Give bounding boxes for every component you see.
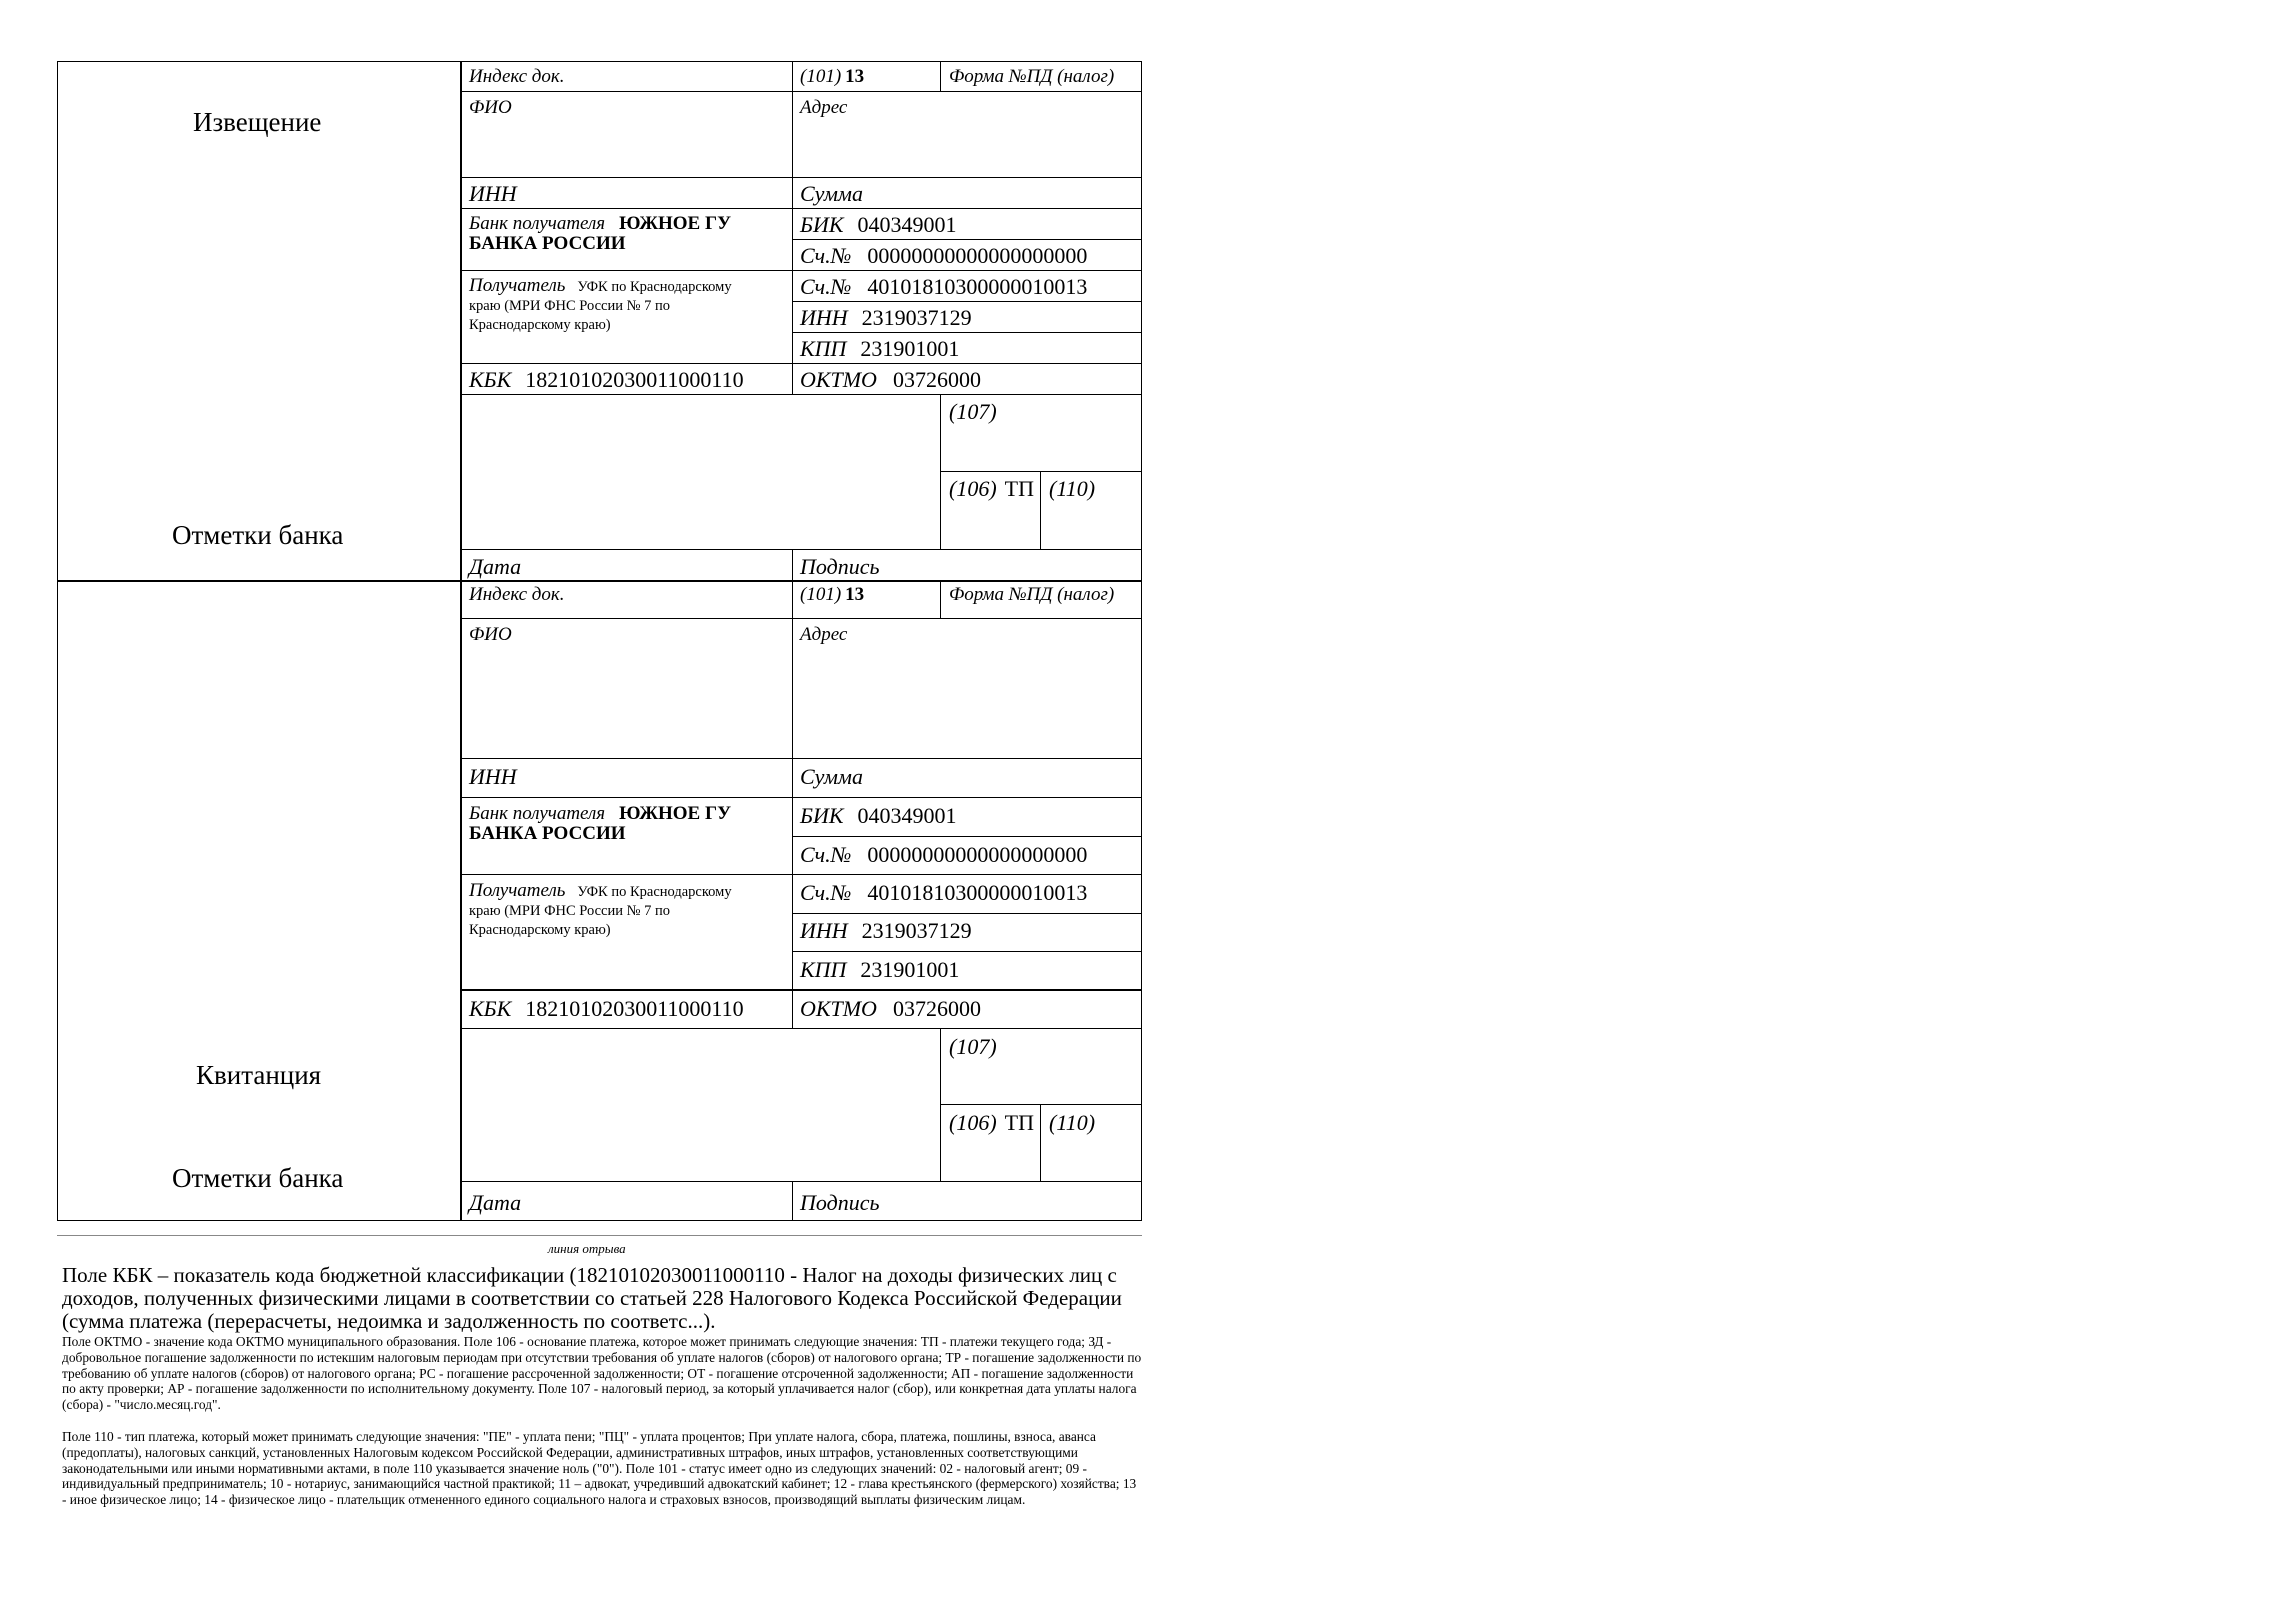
- notice-date-label: Дата: [469, 554, 522, 579]
- notice-title: Извещение: [193, 107, 322, 137]
- notice-account2: Сч.№ 40101810300000010013: [800, 274, 1088, 299]
- notice-kpp: КПП 231901001: [800, 336, 960, 361]
- notice-field107: (107): [949, 399, 997, 424]
- notice-form-label: Форма №ПД (налог): [949, 66, 1115, 87]
- receipt-sign-label: Подпись: [800, 1190, 880, 1215]
- notice-field110: (110): [1049, 476, 1096, 501]
- footnote-field110: Поле 110 - тип платежа, который может принимать следующие значения: "ПЕ" - уплата пени; "ПЦ" - уплата процентов; При уплате налога, сбора, платежа, пошлины, взноса, аванса (предоплаты), налоговых санкций, установленных Налоговым кодексом Российской Федерации, административных штрафов, иных штрафов, установленных соответствующими законодательными или иными нормативными актами, в поле 110 указывается значение ноль ("0"). Поле 101 - статус имеет одно из следующих значений: 02 - налоговый агент; 09 - индивидуальный предприниматель; 10 - нотариус, занимающийся частной практикой; 11 – адвокат, учредивший адвокатский кабинет; 12 - глава крестьянского (фермерского) хозяйства; 13 - иное физическое лицо; 14 - физическое лицо - плательщик отмененного единого социального налога и страховых взносов, производящий выплаты физическим лицам.: [62, 1429, 1137, 1508]
- notice-sign-label: Подпись: [800, 554, 880, 579]
- receipt-oktmo: ОКТМО 03726000: [800, 996, 981, 1021]
- receipt-fio-label: ФИО: [469, 624, 512, 645]
- tear-line-label: линия отрыва: [548, 1241, 626, 1256]
- tear-line: [57, 1235, 1142, 1236]
- receipt-kbk: КБК 18210102030011000110: [469, 996, 744, 1021]
- receipt-field110: (110): [1049, 1110, 1096, 1135]
- notice-sum-label: Сумма: [800, 181, 863, 206]
- section-divider: [57, 580, 1142, 582]
- receipt-index-label: Индекс док.: [469, 584, 565, 605]
- footnote-oktmo: Поле ОКТМО - значение кода ОКТМО муниципального образования. Поле 106 - основание платежа, которое может принимать следующие значения: ТП - платежи текущего года; ЗД - добровольное погашение задолженности по истекшим налоговым периодам при отсутствии требования об уплате налогов (сборов) от налогового органа; ТР - погашение задолженности по требованию об уплате налогов (сборов) от налогового органа; РС - погашение рассроченной задолженности; ОТ - погашение отсроченной задолженности; АП - погашение задолженности по акту проверки; АР - погашение задолженности по исполнительному документу. Поле 107 - налоговый период, за который уплачивается налог (сбор), или конкретная дата уплаты налога (сбора) - "число.месяц.год".: [62, 1334, 1142, 1413]
- receipt-bank-name: БАНКА РОССИИ: [469, 823, 626, 844]
- notice-oktmo: ОКТМО 03726000: [800, 367, 981, 392]
- receipt-bank-marks: Отметки банка: [172, 1163, 344, 1193]
- left-column-divider: [460, 61, 462, 1221]
- receipt-kpp: КПП 231901001: [800, 957, 960, 982]
- notice-bik: БИК 040349001: [800, 212, 957, 237]
- notice-account1: Сч.№ 00000000000000000000: [800, 243, 1088, 268]
- notice-bank-marks: Отметки банка: [172, 520, 344, 550]
- notice-bank-label: Банк получателя ЮЖНОЕ ГУ: [469, 213, 732, 234]
- receipt-account2: Сч.№ 40101810300000010013: [800, 880, 1088, 905]
- receipt-recipient-label: Получатель УФК по Краснодарскому: [469, 880, 732, 901]
- receipt-title: Квитанция: [196, 1060, 322, 1090]
- receipt-recipient-line3: Краснодарскому краю): [469, 922, 611, 938]
- notice-recipient-line3: Краснодарскому краю): [469, 317, 611, 333]
- receipt-inn-label: ИНН: [469, 764, 517, 789]
- notice-address-label: Адрес: [800, 97, 848, 118]
- notice-code101: (101) 13: [800, 66, 865, 87]
- notice-bank-name: БАНКА РОССИИ: [469, 233, 626, 254]
- notice-index-label: Индекс док.: [469, 66, 565, 87]
- receipt-code101: (101) 13: [800, 584, 865, 605]
- receipt-field106: (106) ТП: [949, 1110, 1034, 1135]
- receipt-form-label: Форма №ПД (налог): [949, 584, 1115, 605]
- receipt-bik: БИК 040349001: [800, 803, 957, 828]
- receipt-date-label: Дата: [469, 1190, 522, 1215]
- notice-fio-label: ФИО: [469, 97, 512, 118]
- receipt-field107: (107): [949, 1034, 997, 1059]
- receipt-address-label: Адрес: [800, 624, 848, 645]
- notice-inn-label: ИНН: [469, 181, 517, 206]
- receipt-bank-label: Банк получателя ЮЖНОЕ ГУ: [469, 803, 732, 824]
- receipt-recipient-line2: краю (МРИ ФНС России № 7 по: [469, 903, 670, 919]
- footnote-kbk: Поле КБК – показатель кода бюджетной классификации (18210102030011000110 - Налог на доходы физических лиц с доходов, полученных физическими лицами в соответствии со статьей 228 Налогового Кодекса Российской Федерации (сумма платежа (перерасчеты, недоимка и задолженность по соответс...).: [62, 1263, 1122, 1333]
- notice-field106: (106) ТП: [949, 476, 1034, 501]
- receipt-account1: Сч.№ 00000000000000000000: [800, 842, 1088, 867]
- notice-recipient-label: Получатель УФК по Краснодарскому: [469, 275, 732, 296]
- notice-kbk: КБК 18210102030011000110: [469, 367, 744, 392]
- receipt-sum-label: Сумма: [800, 764, 863, 789]
- notice-inn2: ИНН 2319037129: [800, 305, 972, 330]
- receipt-inn2: ИНН 2319037129: [800, 918, 972, 943]
- notice-recipient-line2: краю (МРИ ФНС России № 7 по: [469, 298, 670, 314]
